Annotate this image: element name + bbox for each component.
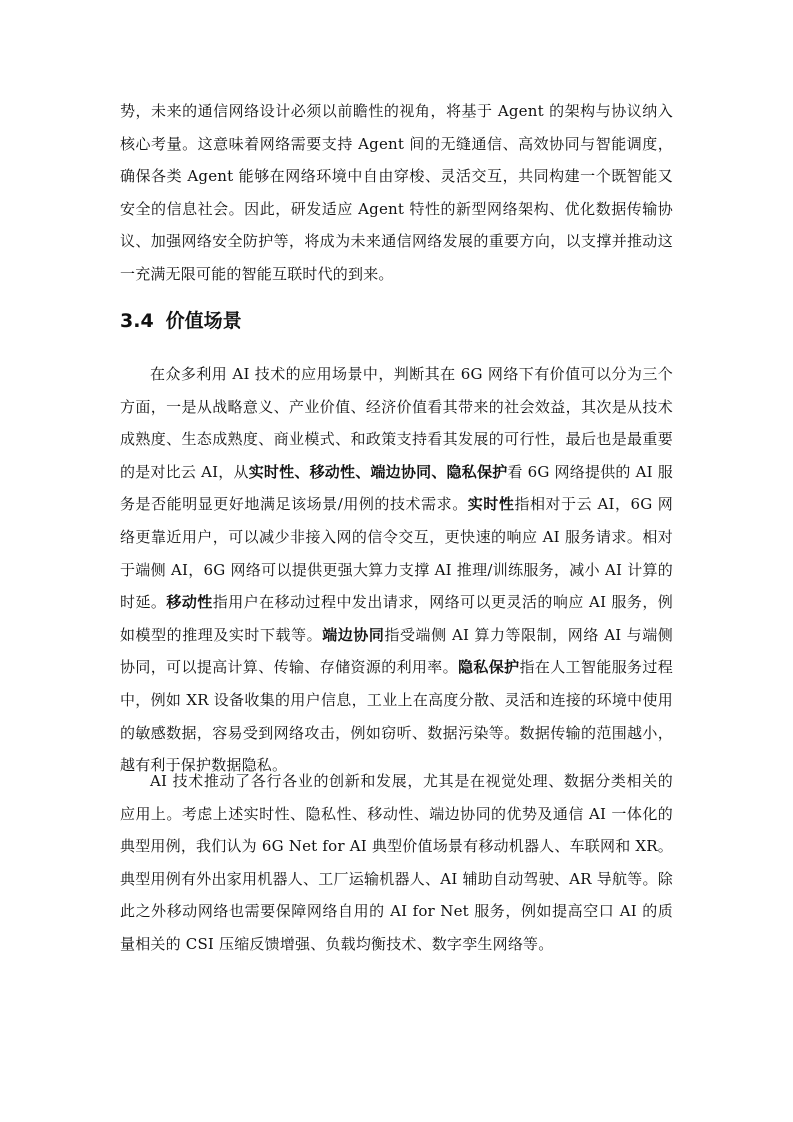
text-segment: 指受端侧 AI 算力等限制，网络 AI 与端侧协同，可以提高计算、传输、存储资源的利用率。 <box>120 625 673 677</box>
paragraph-value-criteria <box>120 358 673 782</box>
text-segment: 在众多利用 AI 技术的应用场景中，判断其在 6G 网络下有价值可以分为三个方面，一是从战略意义、产业价值、经济价值看其带来的社会效益，其次是从技术成熟度、生态成熟度、商业模式、和政策支持看其发展的可行性，最后也是最重要的是对比云 AI，从 <box>120 365 673 481</box>
text-segment: 指用户在移动过程中发出请求，网络可以更灵活的响应 AI 服务，例如模型的推理及实时下载等。 <box>120 593 673 644</box>
paragraph-agent-architecture: 势，未来的通信网络设计必须以前瞻性的视角，将基于 Agent 的架构与协议纳入核心考量。这意味着网络需要支持 Agent 间的无缝通信、高效协同与智能调度，确保各类 Agent 能够在网络环境中自由穿梭、灵活交互，共同构建一个既智能又安全的信息社会。因此，研发适应 Agent 特性的新型网络架构、优化数据传输协议、加强网络安全防护等，将成为未来通信网络发展的重要方向，以支撑并推动这一充满无限可能的智能互联时代的到来。 <box>120 102 673 283</box>
keyword-realtime: 实时性 <box>467 495 515 514</box>
text-segment: 看 6G 网络提供的 AI 服务是否能明显更好地满足该场景/用例的技术需求。 <box>120 462 673 514</box>
keyword-mobility: 移动性 <box>166 593 213 612</box>
section-number: 3.4 <box>120 310 154 332</box>
text-segment: 指相对于云 AI，6G 网络更靠近用户，可以减少非接入网的信令交互，更快速的响应 AI 服务请求。相对于端侧 AI，6G 网络可以提供更强大算力支撑 AI 推理/训练服务，减小 AI 计算的时延。 <box>120 495 673 612</box>
section-heading <box>120 306 242 336</box>
section-title: 价值场景 <box>165 310 242 332</box>
text-segment: 指在人工智能服务过程中，例如 XR 设备收集的用户信息，工业上在高度分散、灵活和连接的环境中使用的敏感数据，容易受到网络攻击，例如窃听、数据污染等。数据传输的范围越小，越有利于保护数据隐私。 <box>120 658 673 775</box>
paragraph-use-cases: AI 技术推动了各行各业的创新和发展，尤其是在视觉处理、数据分类相关的应用上。考虑上述实时性、隐私性、移动性、端边协同的优势及通信 AI 一体化的典型用例，我们认为 6G Net for AI 典型价值场景有移动机器人、车联网和 XR。典型用例有外出家用机器人、工厂运输机器人、AI 辅助自动驾驶、AR 导航等。除此之外移动网络也需要保障网络自用的 AI for Net 服务，例如提高空口 AI 的质量相关的 CSI 压缩反馈增强、负载均衡技术、数字孪生网络等。 <box>120 772 673 953</box>
keyword-list: 实时性、移动性、端边协同、隐私保护 <box>248 462 508 481</box>
keyword-privacy: 隐私保护 <box>458 658 520 677</box>
keyword-edge-collaboration: 端边协同 <box>322 625 385 644</box>
